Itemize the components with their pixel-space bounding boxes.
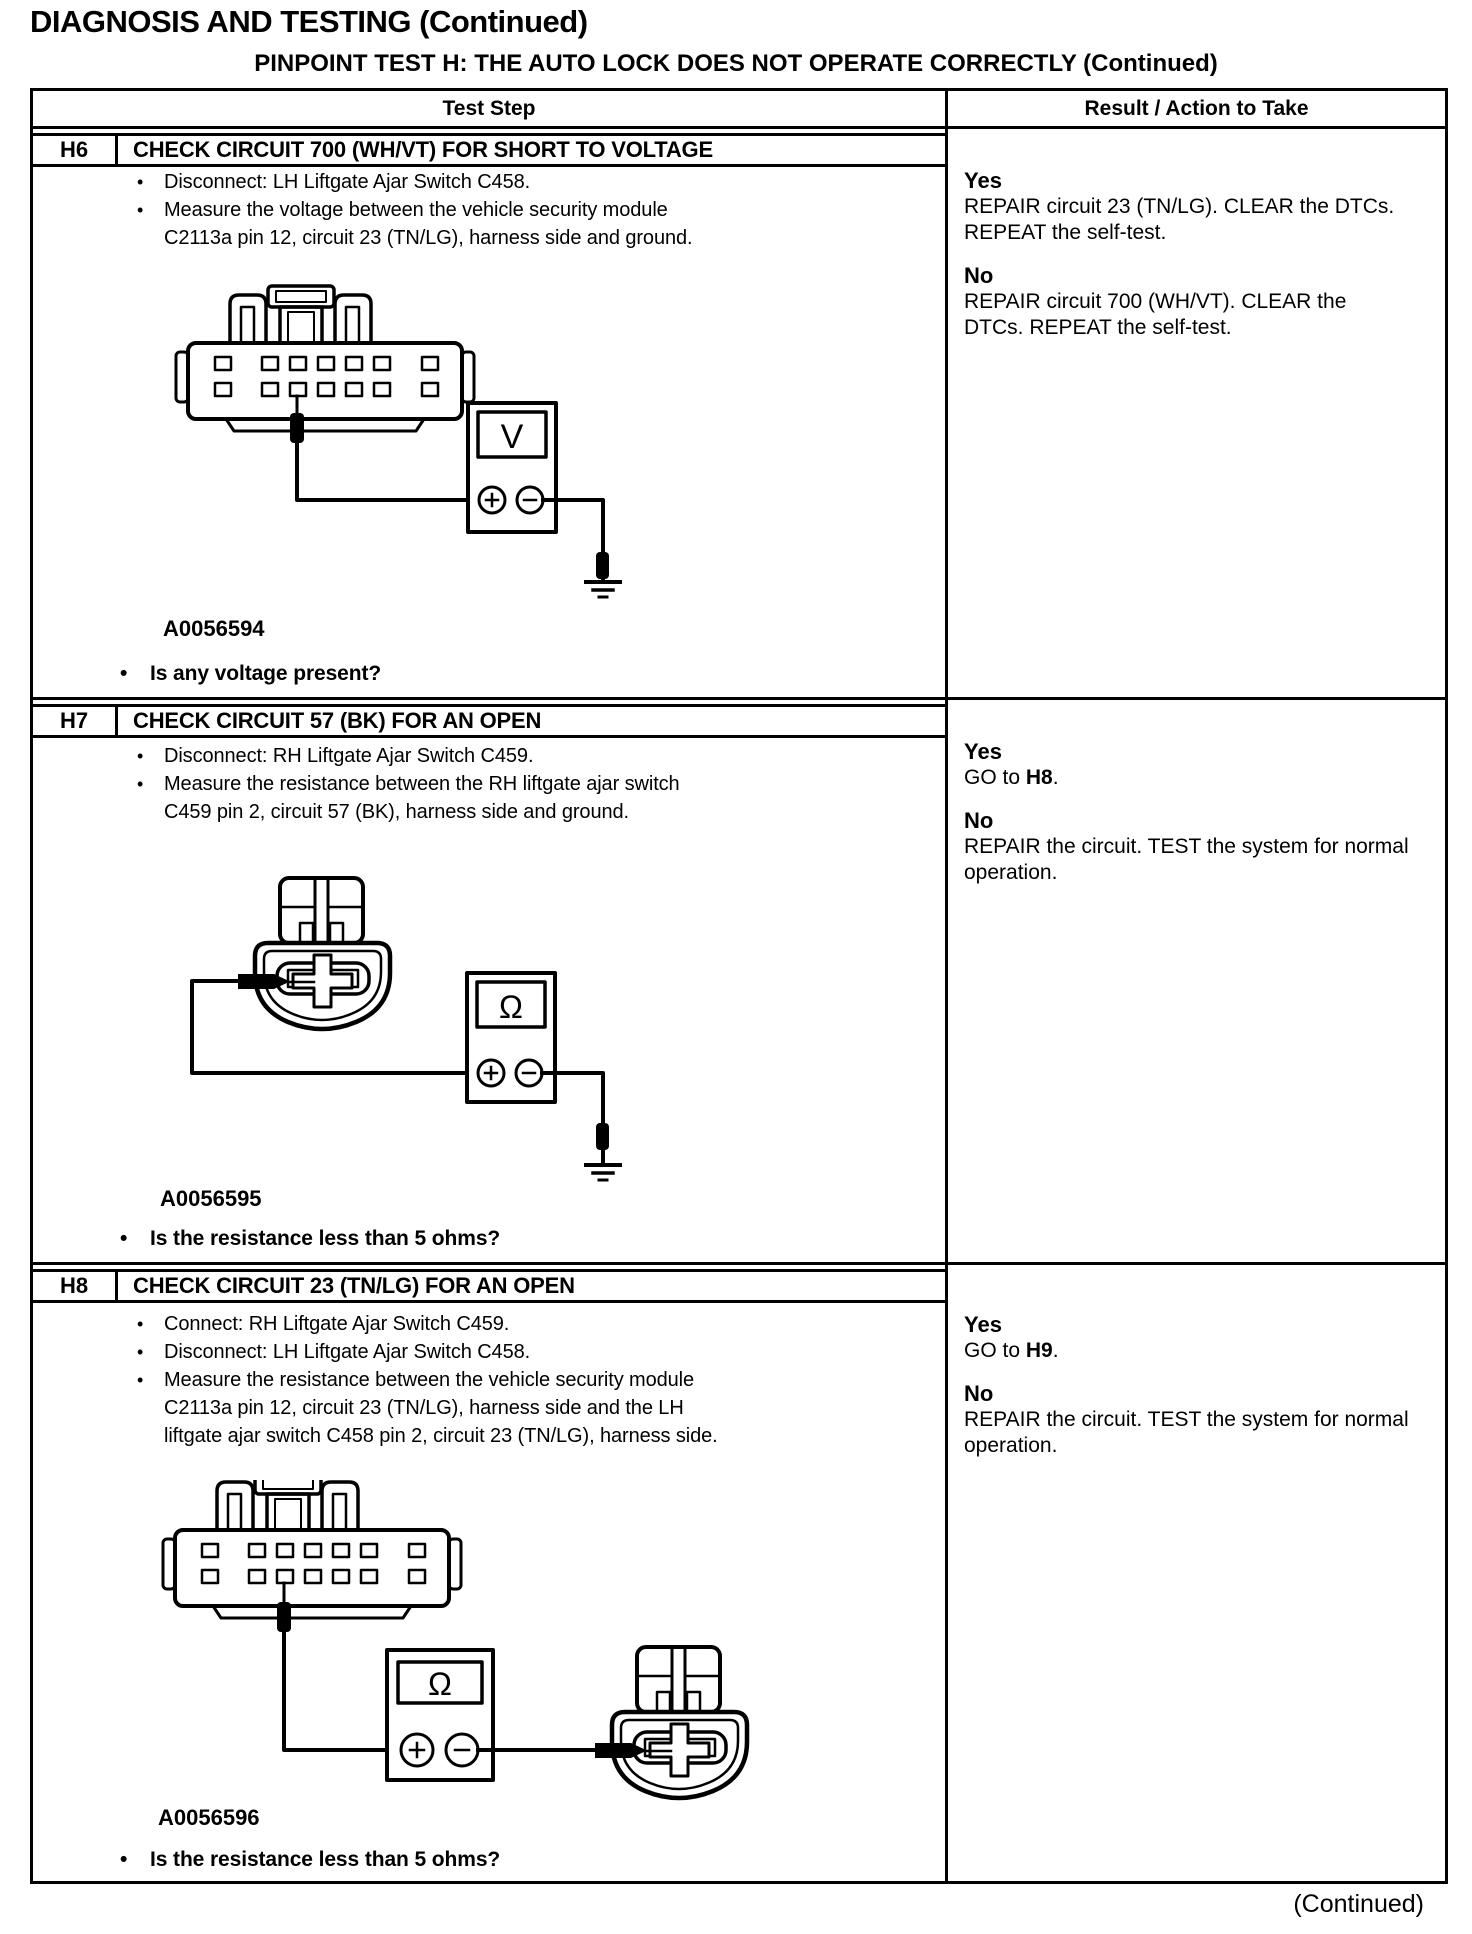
wiring-diagram-h7 [130, 855, 790, 1215]
ground-symbol [586, 1165, 620, 1180]
yes-action-text [964, 1338, 1409, 1364]
test-probe [596, 1123, 609, 1150]
test-probe [596, 552, 609, 579]
bullet-icon: • [137, 774, 144, 794]
list-item [33, 742, 939, 770]
list-item [33, 168, 939, 196]
test-step-cell-h6 [33, 129, 948, 697]
ajar-switch-connector-c459 [255, 878, 390, 1029]
list-item [33, 770, 939, 826]
test-id-h8: H8 [33, 1272, 118, 1300]
wiring-diagram-h8 [130, 1480, 830, 1830]
question-text: Is any voltage present? [150, 662, 382, 685]
bullet-icon: • [137, 1342, 144, 1362]
question-text: Is the resistance less than 5 ohms? [150, 1227, 501, 1250]
no-action-text: REPAIR circuit 700 (WH/VT). CLEAR the DTCs. REPEAT the self-test. [964, 290, 1347, 339]
pin-slots [202, 1544, 425, 1583]
test-question-h7 [33, 1227, 500, 1251]
column-header-result-action: Result / Action to Take [1084, 96, 1309, 120]
table-header-row [33, 91, 1445, 129]
voltmeter-symbol: V [500, 418, 524, 456]
step-text: Disconnect: LH Liftgate Ajar Switch C458. [164, 1341, 531, 1363]
ohmmeter-symbol: Ω [499, 989, 523, 1025]
module-connector-c2113a [176, 286, 474, 431]
step-text: Disconnect: RH Liftgate Ajar Switch C459. [164, 745, 534, 767]
test-row-h6 [33, 129, 1445, 700]
question-text: Is the resistance less than 5 ohms? [150, 1848, 501, 1871]
step-text: Measure the resistance between the RH liftgate ajar switch C459 pin 2, circuit 57 (BK), harness side and ground. [164, 773, 680, 823]
bullet-icon: • [137, 200, 144, 220]
test-id-h6: H6 [33, 136, 118, 164]
test-title-h7: CHECK CIRCUIT 57 (BK) FOR AN OPEN [133, 708, 542, 733]
list-item [33, 1338, 939, 1366]
ohmmeter [467, 973, 555, 1102]
test-probe [290, 396, 304, 443]
bullet-icon: • [120, 1227, 128, 1250]
yes-action-text [964, 765, 1409, 791]
list-item [33, 196, 939, 252]
pinpoint-test-table [30, 88, 1448, 1884]
test-question-h6 [33, 662, 381, 686]
test-title-h8: CHECK CIRCUIT 23 (TN/LG) FOR AN OPEN [133, 1273, 575, 1298]
ground-symbol [586, 582, 620, 597]
wiring-diagram-h6 [130, 280, 790, 660]
yes-action-pre: GO to [964, 766, 1026, 789]
module-connector-c2113a [163, 1480, 461, 1618]
yes-label: Yes [964, 168, 1002, 193]
step-text: Connect: RH Liftgate Ajar Switch C459. [164, 1313, 510, 1335]
list-item [33, 1366, 939, 1450]
bullet-icon: • [120, 1848, 128, 1871]
test-title-band-h6 [33, 133, 945, 167]
test-row-h8 [33, 1265, 1445, 1881]
test-lead-wire [297, 443, 479, 500]
column-header-test-step: Test Step [33, 91, 948, 126]
bullet-icon: • [137, 172, 144, 192]
continued-note: (Continued) [1293, 1890, 1424, 1918]
figure-label: A0056596 [158, 1805, 260, 1830]
result-cell-h7 [948, 700, 1445, 1262]
step-list-h7 [33, 742, 939, 826]
test-title-band-h8 [33, 1269, 945, 1303]
ohmmeter-symbol: Ω [428, 1666, 452, 1702]
test-title-band-h7 [33, 704, 945, 738]
no-label: No [964, 263, 994, 288]
no-action-text: REPAIR the circuit. TEST the system for normal operation. [964, 1408, 1409, 1457]
step-text: Disconnect: LH Liftgate Ajar Switch C458. [164, 171, 531, 193]
ajar-switch-connector-c458 [595, 1647, 747, 1798]
test-title-h6: CHECK CIRCUIT 700 (WH/VT) FOR SHORT TO VOLTAGE [133, 137, 713, 162]
yes-action-post: . [1052, 766, 1059, 789]
ohmmeter [387, 1650, 493, 1780]
test-id-h7: H7 [33, 707, 118, 735]
bullet-icon: • [137, 1370, 144, 1390]
pinpoint-test-title: PINPOINT TEST H: THE AUTO LOCK DOES NOT OPERATE CORRECTLY (Continued) [254, 50, 1218, 77]
yes-action-pre: REPAIR circuit 23 (TN/LG). CLEAR the DTCs. REPEAT the self-test. [964, 195, 1395, 244]
yes-label: Yes [964, 739, 1002, 764]
bullet-icon: • [137, 746, 144, 766]
page-title: DIAGNOSIS AND TESTING (Continued) [30, 4, 588, 39]
test-question-h8 [33, 1848, 500, 1872]
figure-label: A0056594 [163, 616, 265, 641]
figure-label: A0056595 [160, 1186, 262, 1211]
no-label: No [964, 808, 994, 833]
no-label: No [964, 1381, 994, 1406]
yes-action-text [964, 194, 1409, 246]
yes-action-target: H9 [1025, 1339, 1053, 1362]
test-step-cell-h7 [33, 700, 948, 1262]
yes-action-post: . [1052, 1339, 1059, 1362]
no-action-text: REPAIR the circuit. TEST the system for normal operation. [964, 835, 1409, 884]
result-cell-h8 [948, 1265, 1445, 1881]
yes-action-pre: GO to [964, 1339, 1026, 1362]
result-cell-h6 [948, 129, 1445, 697]
yes-label: Yes [964, 1312, 1002, 1337]
bullet-icon: • [120, 662, 128, 685]
pin-slots [215, 357, 438, 396]
test-row-h7 [33, 700, 1445, 1265]
test-lead-wire [284, 1632, 400, 1750]
test-probe [277, 1583, 291, 1632]
step-text: Measure the voltage between the vehicle security module C2113a pin 12, circuit 23 (TN/LG), harness side and ground. [164, 199, 693, 249]
step-list-h8 [33, 1310, 939, 1450]
step-text: Measure the resistance between the vehicle security module C2113a pin 12, circuit 23 (TN/LG), harness side and the LH liftgate ajar switch C458 pin 2, circuit 23 (TN/LG), harness side. [164, 1369, 718, 1447]
list-item [33, 1310, 939, 1338]
step-list-h6 [33, 168, 939, 252]
bullet-icon: • [137, 1314, 144, 1334]
voltmeter [468, 403, 556, 532]
test-step-cell-h8 [33, 1265, 948, 1881]
yes-action-target: H8 [1025, 766, 1053, 789]
